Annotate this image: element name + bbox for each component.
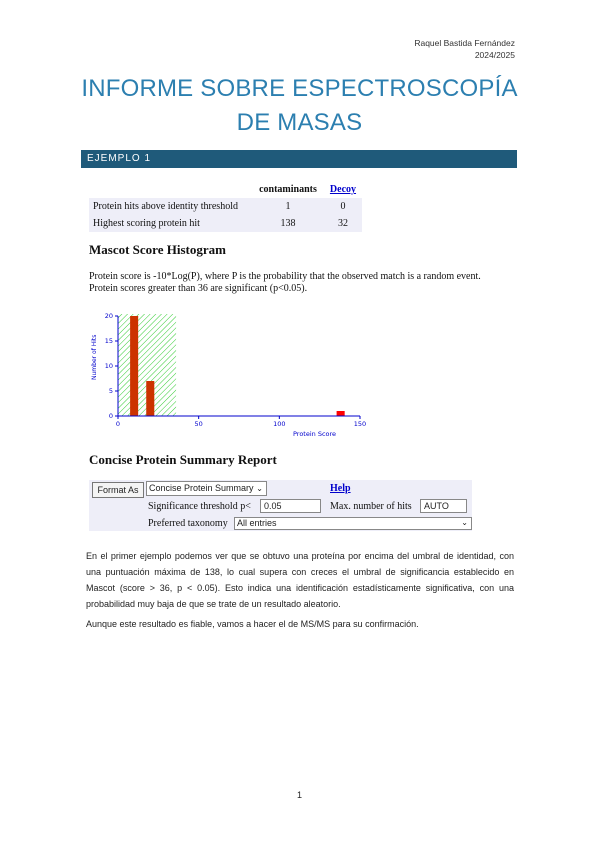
x-tick-label: 100 xyxy=(273,420,286,428)
histogram-heading: Mascot Score Histogram xyxy=(89,242,226,257)
title-line-2: DE MASAS xyxy=(236,109,363,136)
page-number: 1 xyxy=(296,790,302,800)
taxonomy-label: Preferred taxonomy xyxy=(148,518,228,529)
x-tick-label: 150 xyxy=(353,420,367,428)
summary-heading: Concise Protein Summary Report xyxy=(89,452,277,467)
row-contaminants: 138 xyxy=(252,215,324,232)
format-select-value: Concise Protein Summary xyxy=(149,483,254,493)
format-as-button[interactable]: Format As xyxy=(92,482,144,498)
table-row xyxy=(89,198,362,215)
page-title xyxy=(0,72,599,140)
chevron-down-icon: ⌄ xyxy=(461,518,468,527)
col-contaminants: contaminants xyxy=(259,184,317,195)
x-tick-label: 50 xyxy=(194,420,203,428)
hits-table xyxy=(89,181,362,232)
y-tick-label: 20 xyxy=(104,312,113,320)
y-tick-label: 15 xyxy=(104,337,113,345)
significance-label: Significance threshold p< xyxy=(148,501,251,512)
row-label: Protein hits above identity threshold xyxy=(89,198,252,215)
row-label: Highest scoring protein hit xyxy=(89,215,252,232)
max-hits-input[interactable]: AUTO xyxy=(420,499,467,513)
table-row xyxy=(89,215,362,232)
section-heading: EJEMPLO 1 xyxy=(81,150,517,168)
paragraph-1: En el primer ejemplo podemos ver que se obtuvo una proteína por encima del umbral de identidad, con una puntuación máxima de 138, lo cual supera con creces el umbral de significancia establecido en Mascot (score > 36, p < 0.05). Esto indica una identificación estadísticamente significativa, con una probabilidad muy baja de que se trate de un resultado aleatorio. xyxy=(86,551,514,609)
histogram-desc-line-2: Protein scores greater than 36 are significant (p<0.05). xyxy=(89,283,308,294)
decoy-link[interactable]: Decoy xyxy=(329,184,357,195)
row-contaminants: 1 xyxy=(252,198,324,215)
histogram-bar xyxy=(337,411,345,416)
histogram-bar xyxy=(146,381,154,416)
histogram-desc-line-1: Protein score is -10*Log(P), where P is the probability that the observed match is a random event. xyxy=(89,271,481,282)
max-hits-label: Max. number of hits xyxy=(330,501,412,512)
x-tick-label: 0 xyxy=(115,420,121,428)
help-link[interactable]: Help xyxy=(330,483,351,494)
format-select[interactable] xyxy=(146,481,267,496)
y-tick-label: 5 xyxy=(108,387,113,395)
author-name: Raquel Bastida Fernández xyxy=(414,38,515,48)
row-decoy: 0 xyxy=(324,198,362,215)
histogram-description xyxy=(89,271,529,295)
hits-table-header xyxy=(89,181,362,198)
taxonomy-select-value: All entries xyxy=(237,518,277,528)
score-histogram xyxy=(88,308,378,440)
y-tick-label: 10 xyxy=(104,362,113,370)
document-header xyxy=(414,37,515,61)
title-line-1: INFORME SOBRE ESPECTROSCOPÍA xyxy=(81,75,518,102)
significance-input[interactable]: 0.05 xyxy=(260,499,321,513)
histogram-bar xyxy=(130,316,138,416)
paragraph-2: Aunque este resultado es fiable, vamos a hacer el de MS/MS para su confirmación. xyxy=(86,619,419,629)
row-decoy: 32 xyxy=(324,215,362,232)
academic-year: 2024/2025 xyxy=(474,50,515,60)
y-axis-label: Number of Hits xyxy=(91,334,98,380)
x-axis-label: Protein Score xyxy=(293,430,337,438)
taxonomy-select[interactable] xyxy=(234,517,472,530)
chevron-down-icon: ⌄ xyxy=(256,484,263,493)
y-tick-label: 0 xyxy=(108,412,113,420)
